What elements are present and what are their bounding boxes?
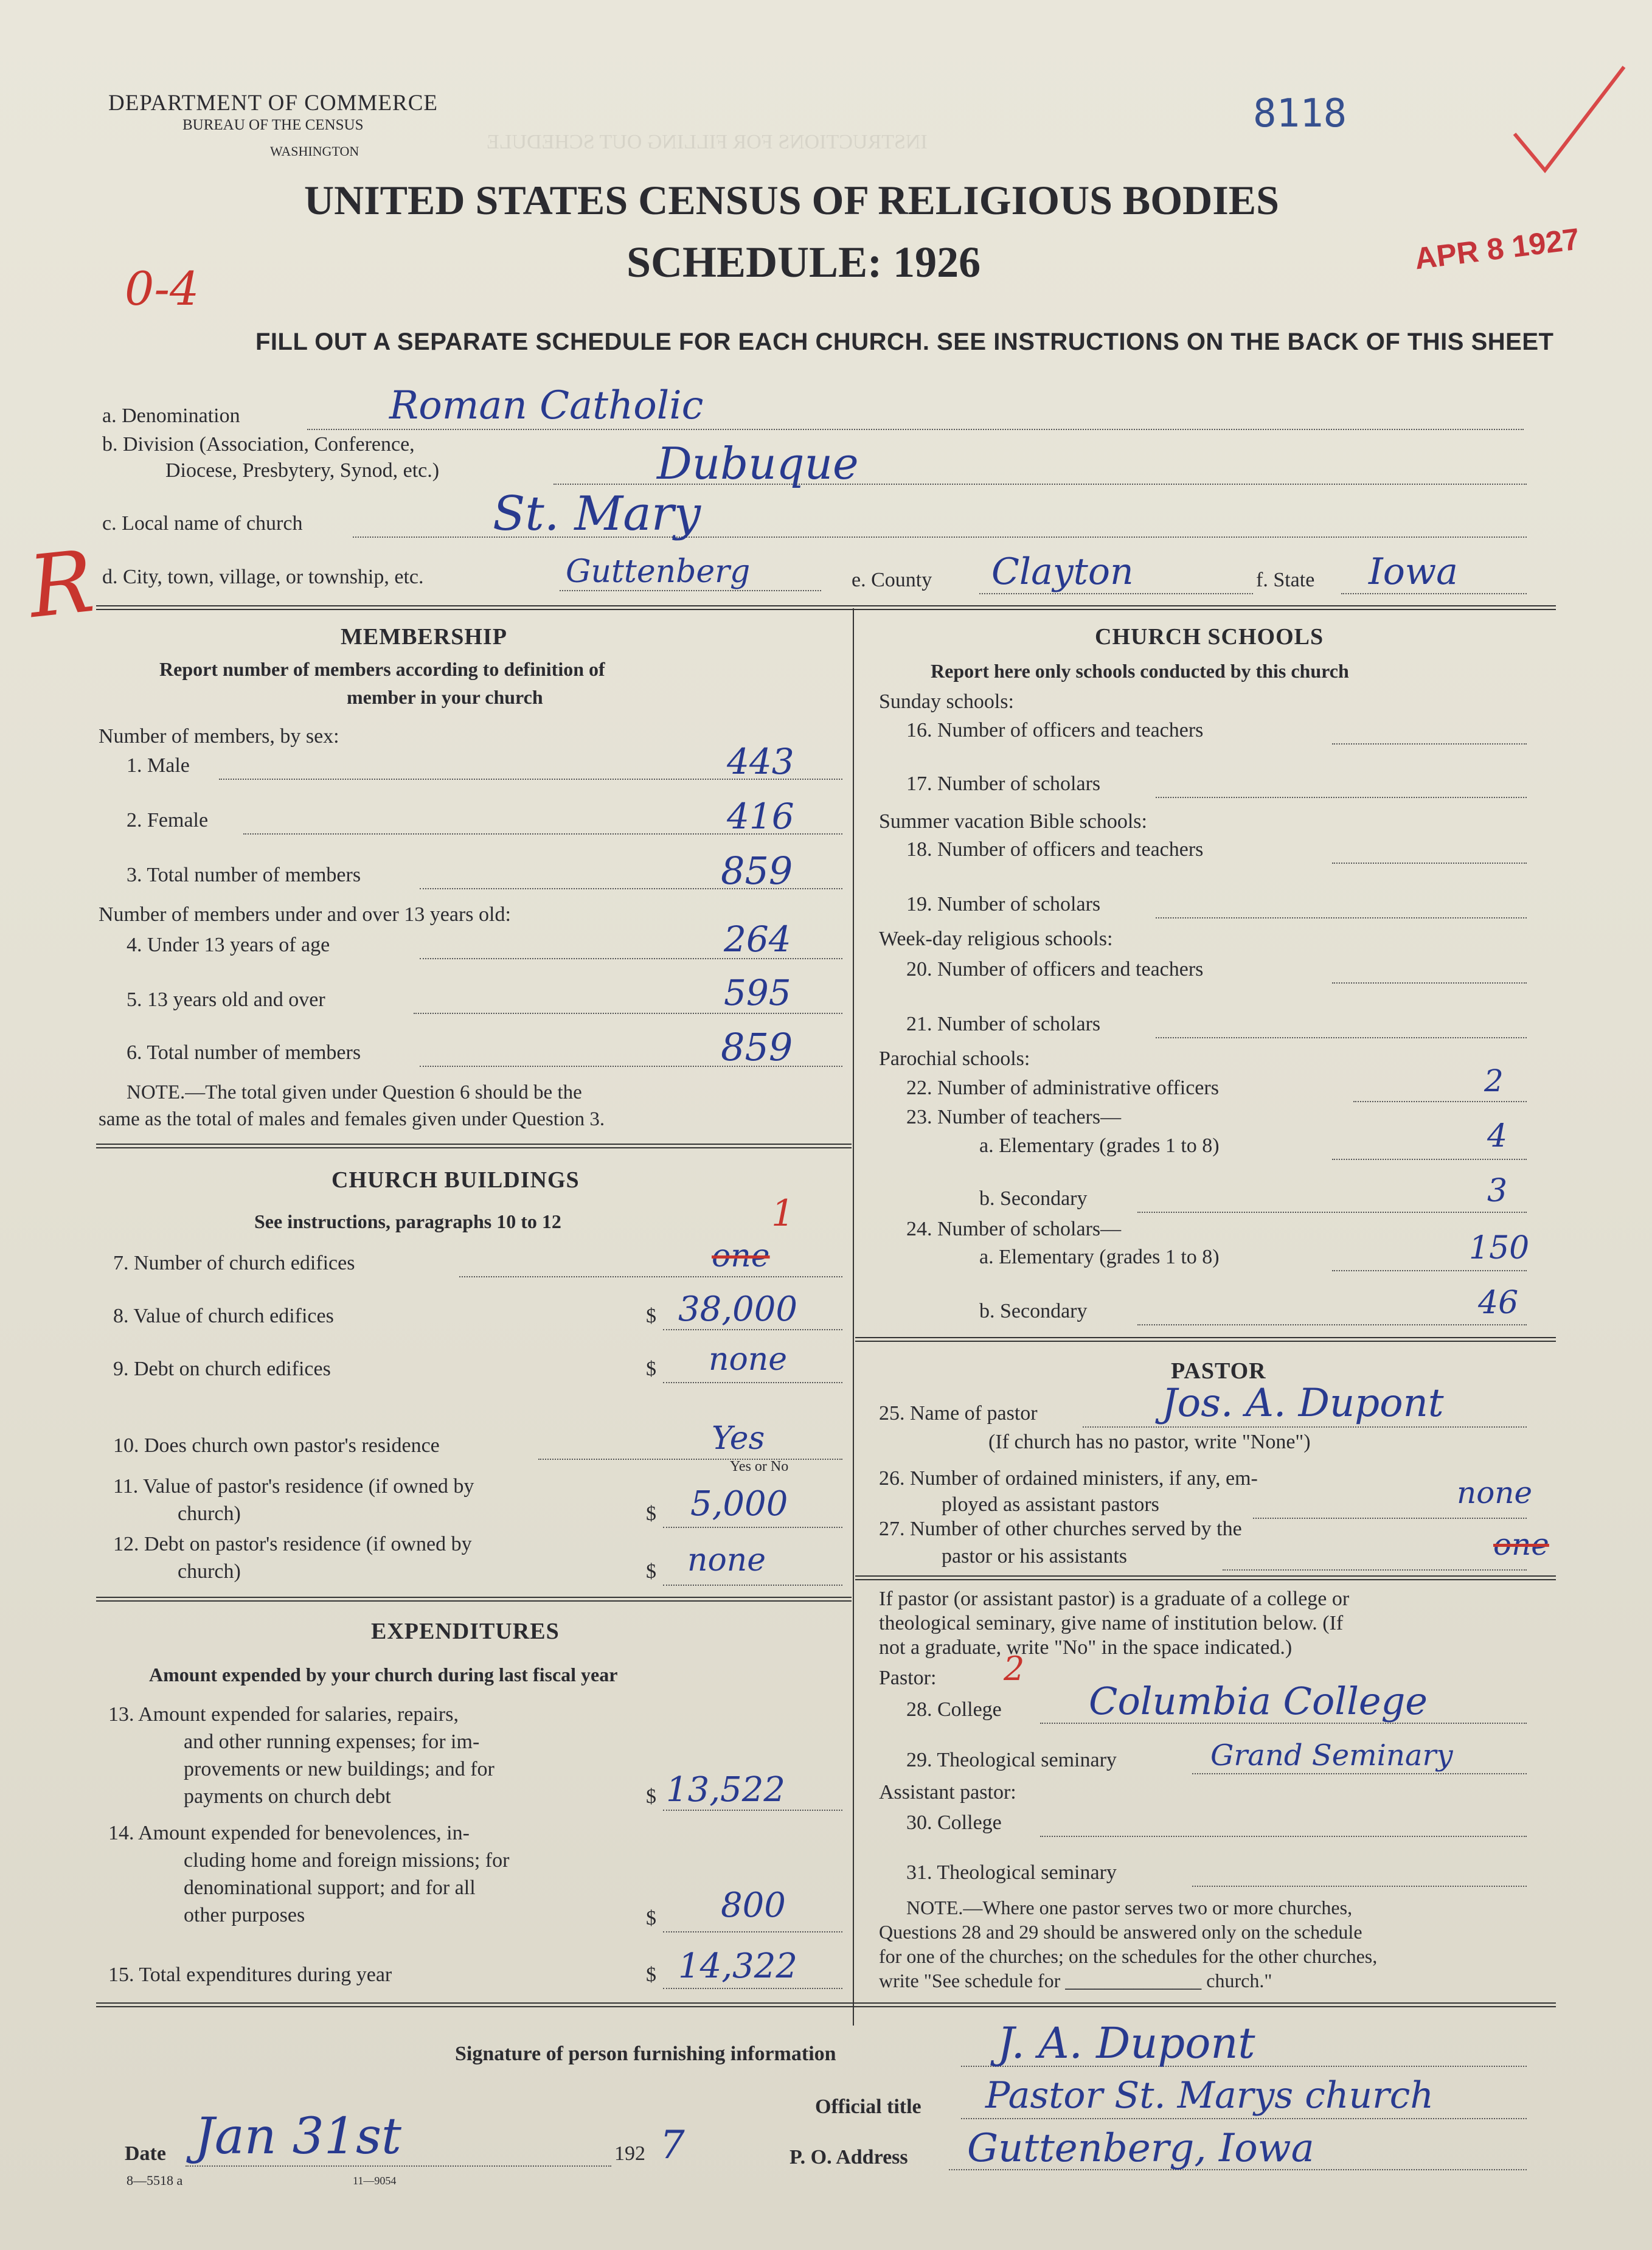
fill-out-instruction: FILL OUT A SEPARATE SCHEDULE FOR EACH CHURCH. SEE INSTRUCTIONS ON THE BACK OF THIS SHEET [255, 328, 1554, 355]
pastor-note-4: write "See schedule for ______________ church." [879, 1970, 1272, 1991]
expenditures-intro: Amount expended by your church during last fiscal year [149, 1664, 618, 1686]
q22-value[interactable]: 2 [1484, 1063, 1504, 1099]
schools-intro: Report here only schools conducted by this church [931, 660, 1349, 682]
q13-label-1: 13. Amount expended for salaries, repairs, [108, 1703, 459, 1726]
church-buildings-title: CHURCH BUILDINGS [331, 1167, 580, 1193]
q12-label-2: church) [178, 1560, 241, 1583]
q10-value[interactable]: Yes [712, 1420, 765, 1457]
q28-label: 28. College [906, 1698, 1002, 1721]
q15-label: 15. Total expenditures during year [108, 1964, 392, 1986]
check-mark-icon [1508, 55, 1630, 176]
division-label-2: Diocese, Presbytery, Synod, etc.) [165, 459, 440, 482]
q29-value[interactable]: Grand Seminary [1210, 1738, 1453, 1773]
summer-schools-label: Summer vacation Bible schools: [879, 810, 1147, 833]
division-value[interactable]: Dubuque [657, 438, 859, 489]
city-name: WASHINGTON [270, 144, 359, 159]
dollar-sign: $ [646, 1560, 656, 1583]
q23a-value[interactable]: 4 [1487, 1118, 1508, 1155]
q5-value[interactable]: 595 [724, 972, 791, 1013]
address-label: P. O. Address [790, 2146, 908, 2168]
q23a-label: a. Elementary (grades 1 to 8) [979, 1134, 1220, 1157]
dollar-sign: $ [646, 1785, 656, 1808]
q2-label: 2. Female [127, 809, 209, 832]
column-divider [853, 608, 854, 2026]
q11-label-1: 11. Value of pastor's residence (if owned by [113, 1475, 474, 1498]
received-stamp: APR 8 1927 [1412, 221, 1581, 276]
q27-label-1: 27. Number of other churches served by the [879, 1518, 1242, 1540]
state-value[interactable]: Iowa [1369, 550, 1458, 593]
dollar-sign: $ [646, 1305, 656, 1327]
q6-value[interactable]: 859 [721, 1025, 793, 1069]
local-name-label: c. Local name of church [102, 512, 303, 535]
graduate-text-2: theological seminary, give name of institution below. (If [879, 1612, 1344, 1634]
q24b-value[interactable]: 46 [1478, 1285, 1519, 1321]
q3-label: 3. Total number of members [127, 864, 361, 886]
section-divider [96, 1144, 852, 1148]
section-divider [855, 1337, 1556, 1342]
church-schools-title: CHURCH SCHOOLS [1095, 624, 1324, 650]
q13-label-2: and other running expenses; for im- [184, 1731, 480, 1753]
q8-label: 8. Value of church edifices [113, 1305, 334, 1327]
form-title: UNITED STATES CENSUS OF RELIGIOUS BODIES [304, 177, 1279, 223]
division-label-1: b. Division (Association, Conference, [102, 433, 415, 456]
q4-label: 4. Under 13 years of age [127, 934, 330, 956]
schedule-title: SCHEDULE: 1926 [626, 238, 981, 286]
q14-value[interactable]: 800 [721, 1886, 786, 1925]
form-number: 8—5518 a [127, 2173, 183, 2188]
q3-value[interactable]: 859 [721, 849, 793, 893]
dept-name: DEPARTMENT OF COMMERCE [108, 91, 438, 116]
dollar-sign: $ [646, 1502, 656, 1525]
q23-label: 23. Number of teachers— [906, 1106, 1122, 1128]
q1-value[interactable]: 443 [727, 741, 794, 782]
section-divider [96, 2002, 1556, 2007]
q21-label: 21. Number of scholars [906, 1013, 1101, 1035]
q22-label: 22. Number of administrative officers [906, 1077, 1219, 1099]
year-prefix: 192 [614, 2142, 645, 2165]
q19-label: 19. Number of scholars [906, 893, 1101, 915]
q13-label-4: payments on church debt [184, 1785, 391, 1808]
q25-value[interactable]: Jos. A. Dupont [1162, 1381, 1444, 1426]
q27-label-2: pastor or his assistants [942, 1545, 1128, 1568]
graduate-text-1: If pastor (or assistant pastor) is a graduate of a college or [879, 1588, 1350, 1610]
q8-value[interactable]: 38,000 [678, 1290, 797, 1329]
graduate-text-3: not a graduate, write "No" in the space indicated.) [879, 1636, 1293, 1659]
pastor-note-3: for one of the churches; on the schedules for the other churches, [879, 1945, 1378, 1967]
code-mark: 0-4 [125, 262, 200, 316]
yes-no-hint: Yes or No [730, 1459, 789, 1474]
assistant-pastor-sublabel: Assistant pastor: [879, 1781, 1016, 1804]
date-value[interactable]: Jan 31st [195, 2108, 402, 2165]
q13-label-3: provements or new buildings; and for [184, 1758, 495, 1780]
q17-label: 17. Number of scholars [906, 773, 1101, 795]
q12-value[interactable]: none [687, 1542, 766, 1578]
q23b-label: b. Secondary [979, 1187, 1088, 1210]
q24a-label: a. Elementary (grades 1 to 8) [979, 1246, 1220, 1268]
membership-intro-1: Report number of members according to definition of [159, 658, 605, 680]
print-number: 11—9054 [353, 2175, 397, 2187]
membership-title: MEMBERSHIP [341, 624, 507, 650]
q2-value[interactable]: 416 [727, 796, 794, 837]
q7-label: 7. Number of church edifices [113, 1252, 355, 1274]
q24-label: 24. Number of scholars— [906, 1218, 1122, 1240]
pastor-note-1: NOTE.—Where one pastor serves two or more churches, [906, 1897, 1353, 1918]
pastor-title: PASTOR [1171, 1358, 1266, 1384]
q23b-value[interactable]: 3 [1487, 1173, 1508, 1209]
q7-value[interactable]: one [712, 1238, 770, 1274]
weekday-schools-label: Week-day religious schools: [879, 928, 1113, 950]
q14-label-3: denominational support; and for all [184, 1877, 476, 1899]
county-label: e. County [852, 569, 932, 591]
city-value[interactable]: Guttenberg [566, 554, 751, 590]
q10-label: 10. Does church own pastor's residence [113, 1434, 440, 1457]
date-label: Date [125, 2142, 166, 2165]
q26-label-1: 26. Number of ordained ministers, if any, em- [879, 1467, 1258, 1490]
county-value[interactable]: Clayton [991, 550, 1134, 593]
q30-label: 30. College [906, 1811, 1002, 1834]
q14-label-1: 14. Amount expended for benevolences, in- [108, 1822, 470, 1844]
q11-value[interactable]: 5,000 [690, 1484, 788, 1524]
dollar-sign: $ [646, 1358, 656, 1380]
margin-mark: R [24, 532, 99, 638]
pastor-note-2: Questions 28 and 29 should be answered only on the schedule [879, 1921, 1362, 1943]
q13-value[interactable]: 13,522 [666, 1770, 785, 1810]
q15-value[interactable]: 14,322 [678, 1946, 797, 1986]
expenditures-title: EXPENDITURES [371, 1619, 560, 1644]
section-divider [96, 605, 1556, 610]
state-label: f. State [1256, 569, 1315, 591]
parochial-schools-label: Parochial schools: [879, 1047, 1030, 1070]
q16-label: 16. Number of officers and teachers [906, 719, 1204, 741]
q24a-value[interactable]: 150 [1469, 1230, 1530, 1266]
q27-value[interactable]: one [1493, 1527, 1549, 1562]
q11-label-2: church) [178, 1502, 241, 1525]
bleed-through-text: INSTRUCTIONS FOR FILLING OUT SCHEDULE [487, 131, 928, 153]
dollar-sign: $ [646, 1907, 656, 1929]
q1-label: 1. Male [127, 754, 190, 777]
q25-label: 25. Name of pastor [879, 1402, 1038, 1425]
q9-value[interactable]: none [709, 1341, 788, 1378]
members-by-sex-label: Number of members, by sex: [99, 725, 339, 748]
q12-label-1: 12. Debt on pastor's residence (if owned by [113, 1533, 472, 1555]
q25-hint: (If church has no pastor, write "None") [988, 1431, 1311, 1453]
q14-label-2: cluding home and foreign missions; for [184, 1849, 510, 1872]
local-name-value[interactable]: St. Mary [493, 487, 701, 541]
pastor-sublabel: Pastor: [879, 1667, 937, 1689]
q29-label: 29. Theological seminary [906, 1749, 1117, 1771]
sunday-schools-label: Sunday schools: [879, 690, 1014, 713]
pastor-mark: 2 [1004, 1650, 1025, 1688]
membership-note-2: same as the total of males and females given under Question 3. [99, 1108, 605, 1130]
buildings-mark: 1 [771, 1192, 795, 1235]
q5-label: 5. 13 years old and over [127, 988, 325, 1011]
membership-intro-2: member in your church [347, 686, 543, 708]
members-by-age-label: Number of members under and over 13 years old: [99, 903, 511, 926]
q18-label: 18. Number of officers and teachers [906, 838, 1204, 861]
q20-label: 20. Number of officers and teachers [906, 958, 1204, 981]
signature-value[interactable]: J. A. Dupont [998, 2018, 1255, 2068]
signature-label: Signature of person furnishing information [455, 2043, 836, 2065]
dollar-sign: $ [646, 1964, 656, 1986]
section-divider [855, 1575, 1556, 1580]
official-title-label: Official title [815, 2095, 921, 2118]
q24b-label: b. Secondary [979, 1300, 1088, 1322]
serial-number: 8118 [1253, 91, 1347, 136]
official-title-value[interactable]: Pastor St. Marys church [985, 2074, 1434, 2117]
q26-value[interactable]: none [1457, 1475, 1533, 1510]
q4-value[interactable]: 264 [724, 918, 791, 960]
q9-label: 9. Debt on church edifices [113, 1358, 331, 1380]
q26-label-2: ployed as assistant pastors [942, 1493, 1159, 1516]
membership-note-1: NOTE.—The total given under Question 6 should be the [127, 1082, 582, 1103]
q31-label: 31. Theological seminary [906, 1861, 1117, 1884]
bureau-name: BUREAU OF THE CENSUS [182, 117, 364, 133]
q14-label-4: other purposes [184, 1904, 305, 1926]
denomination-label: a. Denomination [102, 405, 240, 427]
year-value[interactable]: 7 [660, 2123, 685, 2168]
q28-value[interactable]: Columbia College [1089, 1679, 1428, 1723]
buildings-intro: See instructions, paragraphs 10 to 12 [254, 1210, 561, 1232]
city-label: d. City, town, village, or township, etc. [102, 566, 424, 588]
denomination-value[interactable]: Roman Catholic [389, 383, 704, 428]
section-divider [96, 1597, 852, 1602]
q6-label: 6. Total number of members [127, 1041, 361, 1064]
address-value[interactable]: Guttenberg, Iowa [967, 2126, 1314, 2171]
